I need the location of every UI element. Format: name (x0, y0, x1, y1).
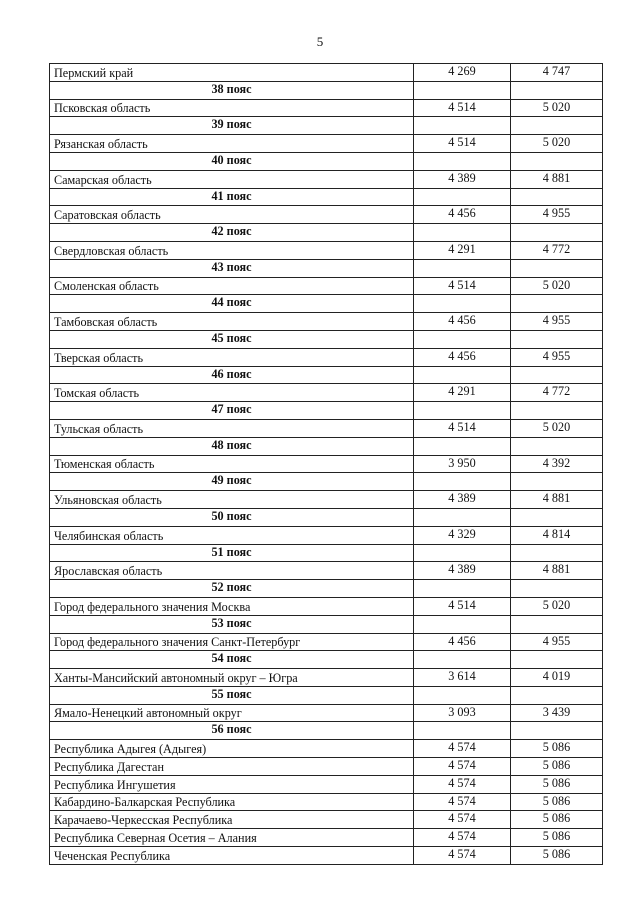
value-col-2: 4 955 (511, 313, 603, 331)
zone-header-row (50, 402, 603, 420)
region-name: Свердловская область (50, 241, 414, 259)
zone-label: 48 пояс (50, 437, 414, 455)
value-col-2: 4 881 (511, 562, 603, 580)
empty-cell (511, 330, 603, 348)
table-row (50, 775, 603, 793)
table-row (50, 64, 603, 82)
region-name: Самарская область (50, 170, 414, 188)
zone-label: 45 пояс (50, 330, 414, 348)
value-col-1: 4 291 (414, 241, 511, 259)
value-col-2: 5 086 (511, 740, 603, 758)
value-col-2: 4 881 (511, 170, 603, 188)
table-row (50, 526, 603, 544)
region-name: Томская область (50, 384, 414, 402)
value-col-1: 4 514 (414, 419, 511, 437)
empty-cell (414, 81, 511, 99)
region-name: Республика Адыгея (Адыгея) (50, 740, 414, 758)
value-col-2: 4 747 (511, 64, 603, 82)
value-col-1: 4 389 (414, 562, 511, 580)
value-col-2: 4 955 (511, 206, 603, 224)
zone-header-row (50, 473, 603, 491)
value-col-1: 4 574 (414, 740, 511, 758)
empty-cell (511, 437, 603, 455)
zone-label: 41 пояс (50, 188, 414, 206)
zone-label: 49 пояс (50, 473, 414, 491)
value-col-1: 4 574 (414, 811, 511, 829)
empty-cell (511, 615, 603, 633)
empty-cell (414, 437, 511, 455)
region-name: Чеченская Республика (50, 847, 414, 865)
empty-cell (511, 722, 603, 740)
value-col-2: 5 020 (511, 135, 603, 153)
table-row (50, 348, 603, 366)
zone-header-row (50, 81, 603, 99)
value-col-2: 4 955 (511, 633, 603, 651)
region-name: Ханты-Мансийский автономный округ – Югра (50, 669, 414, 687)
table-row (50, 758, 603, 776)
table-row (50, 633, 603, 651)
empty-cell (414, 330, 511, 348)
region-name: Саратовская область (50, 206, 414, 224)
zone-label: 47 пояс (50, 402, 414, 420)
zone-header-row (50, 580, 603, 598)
table-row (50, 170, 603, 188)
zone-header-row (50, 152, 603, 170)
region-name: Тульская область (50, 419, 414, 437)
region-name: Рязанская область (50, 135, 414, 153)
zone-header-row (50, 544, 603, 562)
value-col-1: 4 514 (414, 277, 511, 295)
table-body (50, 64, 603, 865)
table-row (50, 704, 603, 722)
region-name: Республика Дагестан (50, 758, 414, 776)
value-col-1: 4 456 (414, 348, 511, 366)
table-row (50, 740, 603, 758)
zone-label: 52 пояс (50, 580, 414, 598)
empty-cell (511, 295, 603, 313)
empty-cell (414, 224, 511, 242)
region-name: Кабардино-Балкарская Республика (50, 793, 414, 811)
zone-header-row (50, 615, 603, 633)
empty-cell (511, 224, 603, 242)
region-name: Карачаево-Черкесская Республика (50, 811, 414, 829)
empty-cell (511, 544, 603, 562)
region-name: Город федерального значения Санкт-Петербург (50, 633, 414, 651)
table-row (50, 847, 603, 865)
zone-header-row (50, 259, 603, 277)
value-col-2: 5 086 (511, 758, 603, 776)
zone-header-row (50, 508, 603, 526)
value-col-1: 4 456 (414, 633, 511, 651)
value-col-1: 4 574 (414, 793, 511, 811)
empty-cell (511, 402, 603, 420)
zone-header-row (50, 722, 603, 740)
zone-label: 54 пояс (50, 651, 414, 669)
value-col-2: 4 814 (511, 526, 603, 544)
table-row (50, 313, 603, 331)
empty-cell (511, 508, 603, 526)
table-row (50, 562, 603, 580)
empty-cell (414, 686, 511, 704)
zone-label: 50 пояс (50, 508, 414, 526)
table-row (50, 277, 603, 295)
empty-cell (414, 259, 511, 277)
value-col-1: 3 614 (414, 669, 511, 687)
table-row (50, 135, 603, 153)
value-col-1: 4 269 (414, 64, 511, 82)
zone-header-row (50, 437, 603, 455)
value-col-2: 4 772 (511, 384, 603, 402)
region-name: Республика Северная Осетия – Алания (50, 829, 414, 847)
region-name: Город федерального значения Москва (50, 597, 414, 615)
region-name: Пермский край (50, 64, 414, 82)
value-col-2: 5 086 (511, 847, 603, 865)
table-row (50, 829, 603, 847)
value-col-2: 5 020 (511, 597, 603, 615)
zone-header-row (50, 188, 603, 206)
region-name: Псковская область (50, 99, 414, 117)
value-col-2: 3 439 (511, 704, 603, 722)
zone-label: 39 пояс (50, 117, 414, 135)
table-row (50, 99, 603, 117)
value-col-2: 5 086 (511, 811, 603, 829)
table-row (50, 597, 603, 615)
zone-label: 44 пояс (50, 295, 414, 313)
empty-cell (511, 117, 603, 135)
region-name: Тюменская область (50, 455, 414, 473)
region-name: Республика Ингушетия (50, 775, 414, 793)
empty-cell (511, 366, 603, 384)
zone-header-row (50, 117, 603, 135)
empty-cell (511, 651, 603, 669)
value-col-2: 5 086 (511, 793, 603, 811)
empty-cell (414, 295, 511, 313)
zone-label: 56 пояс (50, 722, 414, 740)
value-col-1: 4 574 (414, 847, 511, 865)
empty-cell (414, 366, 511, 384)
region-name: Ульяновская область (50, 491, 414, 509)
empty-cell (414, 580, 511, 598)
region-name: Челябинская область (50, 526, 414, 544)
value-col-1: 4 514 (414, 99, 511, 117)
zone-header-row (50, 686, 603, 704)
value-col-2: 5 086 (511, 829, 603, 847)
empty-cell (511, 81, 603, 99)
region-name: Ярославская область (50, 562, 414, 580)
empty-cell (414, 117, 511, 135)
value-col-1: 4 574 (414, 829, 511, 847)
table-row (50, 419, 603, 437)
value-col-1: 4 329 (414, 526, 511, 544)
table-row (50, 384, 603, 402)
region-name: Ямало-Ненецкий автономный округ (50, 704, 414, 722)
value-col-1: 3 093 (414, 704, 511, 722)
empty-cell (511, 580, 603, 598)
value-col-2: 4 019 (511, 669, 603, 687)
zone-header-row (50, 224, 603, 242)
tariff-table (49, 63, 603, 865)
region-name: Тамбовская область (50, 313, 414, 331)
zone-header-row (50, 330, 603, 348)
value-col-2: 4 772 (511, 241, 603, 259)
empty-cell (511, 259, 603, 277)
zone-header-row (50, 295, 603, 313)
value-col-1: 3 950 (414, 455, 511, 473)
value-col-2: 4 881 (511, 491, 603, 509)
value-col-1: 4 514 (414, 135, 511, 153)
table-row (50, 241, 603, 259)
empty-cell (414, 188, 511, 206)
zone-label: 51 пояс (50, 544, 414, 562)
zone-label: 43 пояс (50, 259, 414, 277)
zone-label: 55 пояс (50, 686, 414, 704)
value-col-1: 4 456 (414, 313, 511, 331)
value-col-1: 4 514 (414, 597, 511, 615)
value-col-2: 4 955 (511, 348, 603, 366)
table-row (50, 793, 603, 811)
value-col-1: 4 574 (414, 775, 511, 793)
value-col-2: 5 086 (511, 775, 603, 793)
empty-cell (414, 615, 511, 633)
zone-label: 38 пояс (50, 81, 414, 99)
zone-header-row (50, 366, 603, 384)
empty-cell (414, 722, 511, 740)
empty-cell (511, 473, 603, 491)
empty-cell (511, 188, 603, 206)
empty-cell (414, 544, 511, 562)
zone-header-row (50, 651, 603, 669)
table-row (50, 811, 603, 829)
zone-label: 42 пояс (50, 224, 414, 242)
value-col-1: 4 456 (414, 206, 511, 224)
table-row (50, 669, 603, 687)
region-name: Тверская область (50, 348, 414, 366)
value-col-2: 5 020 (511, 277, 603, 295)
page-number: 5 (316, 34, 324, 49)
zone-label: 46 пояс (50, 366, 414, 384)
value-col-2: 5 020 (511, 99, 603, 117)
value-col-1: 4 574 (414, 758, 511, 776)
table-row (50, 491, 603, 509)
zone-label: 40 пояс (50, 152, 414, 170)
value-col-1: 4 389 (414, 491, 511, 509)
empty-cell (414, 651, 511, 669)
empty-cell (511, 686, 603, 704)
empty-cell (414, 508, 511, 526)
value-col-1: 4 291 (414, 384, 511, 402)
table-row (50, 455, 603, 473)
region-name: Смоленская область (50, 277, 414, 295)
value-col-2: 4 392 (511, 455, 603, 473)
empty-cell (414, 152, 511, 170)
table-row (50, 206, 603, 224)
value-col-2: 5 020 (511, 419, 603, 437)
zone-label: 53 пояс (50, 615, 414, 633)
empty-cell (511, 152, 603, 170)
empty-cell (414, 402, 511, 420)
value-col-1: 4 389 (414, 170, 511, 188)
empty-cell (414, 473, 511, 491)
